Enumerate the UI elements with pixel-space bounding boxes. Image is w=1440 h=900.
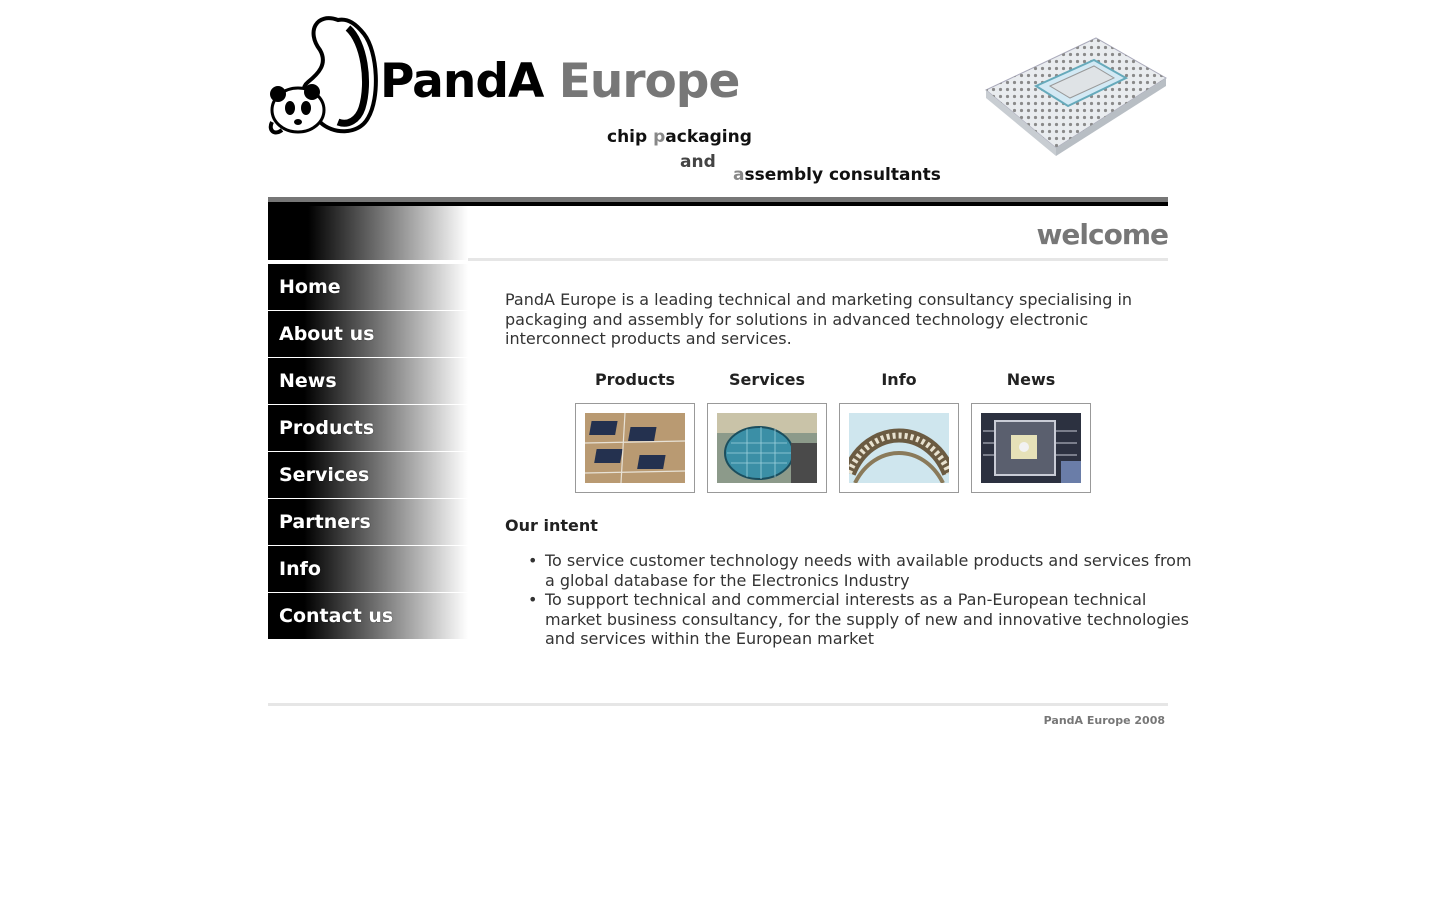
header — [268, 0, 1168, 198]
nav-item-about-us[interactable]: About us — [268, 311, 468, 357]
main-content — [505, 290, 1192, 648]
feature-tiles — [575, 370, 1105, 490]
tagline-accent: a — [733, 165, 745, 185]
tile-products[interactable] — [575, 370, 695, 493]
tagline-text: ackaging — [665, 127, 752, 147]
list-item: • To support technical and commercial interests as a Pan-European technical market business consultancy, for the supply of new and innovative technologies and services within the European market — [545, 590, 1205, 649]
chip-package-image-icon — [976, 30, 1168, 160]
list-item: • To service customer technology needs with available products and services from a global database for the Electronics Industry — [545, 551, 1205, 590]
header-divider — [268, 197, 1168, 206]
nav-item-home[interactable]: Home — [268, 264, 468, 310]
footer-divider — [268, 703, 1168, 706]
tagline-text: chip — [607, 127, 654, 147]
tile-label[interactable]: Services — [728, 370, 806, 389]
page-title: welcome — [1036, 218, 1168, 251]
nav-item-services[interactable]: Services — [268, 452, 468, 498]
tile-frame[interactable] — [971, 403, 1091, 493]
tagline-line-1 — [607, 129, 752, 146]
brand-name — [380, 54, 740, 109]
wafer-image-icon[interactable] — [717, 413, 817, 483]
reel-image-icon[interactable] — [849, 413, 949, 483]
tagline-line-2: and — [680, 152, 716, 172]
tile-info[interactable] — [839, 370, 959, 493]
tile-label[interactable]: Products — [594, 370, 676, 389]
tile-frame[interactable] — [707, 403, 827, 493]
tile-label[interactable]: Info — [881, 370, 917, 389]
nav-item-info[interactable]: Info — [268, 546, 468, 592]
footer-text: PandA Europe 2008 — [1043, 714, 1165, 727]
tile-frame[interactable] — [839, 403, 959, 493]
title-divider — [468, 258, 1168, 261]
tagline-line-3 — [733, 167, 941, 184]
intro-paragraph: PandA Europe is a leading technical and marketing consultancy specialising in packaging and assembly for solutions in advanced technology electronic interconnect products and services. — [505, 290, 1133, 348]
tile-frame[interactable] — [575, 403, 695, 493]
tagline-accent: p — [653, 127, 666, 147]
sidebar-nav — [268, 264, 468, 640]
tile-services[interactable] — [707, 370, 827, 493]
circuit-board-image-icon[interactable] — [585, 413, 685, 483]
panda-logo-icon — [268, 12, 380, 138]
nav-item-products[interactable]: Products — [268, 405, 468, 451]
tagline-text: ssembly consultants — [744, 165, 941, 185]
intent-heading: Our intent — [505, 516, 598, 535]
nav-item-news[interactable]: News — [268, 358, 468, 404]
welcome-gradient-block — [268, 206, 468, 260]
intent-list — [505, 551, 1205, 649]
tile-news[interactable] — [971, 370, 1091, 493]
nav-item-contact-us[interactable]: Contact us — [268, 593, 468, 639]
tile-label[interactable]: News — [1006, 370, 1056, 389]
brand-part-2: Europe — [558, 54, 740, 109]
page — [268, 0, 1192, 727]
nav-item-partners[interactable]: Partners — [268, 499, 468, 545]
chip-closeup-image-icon[interactable] — [981, 413, 1081, 483]
brand-part-1: PandA — [380, 54, 544, 109]
